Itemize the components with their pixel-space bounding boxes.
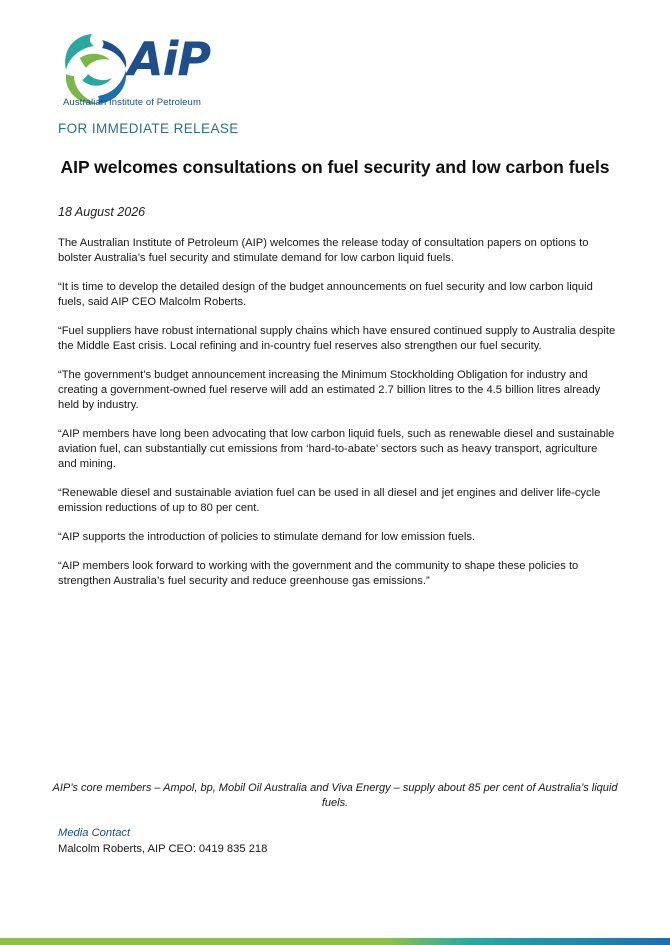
- media-contact-label: Media Contact: [58, 827, 131, 839]
- media-contact-details: Malcolm Roberts, AIP CEO: 0419 835 218: [58, 843, 268, 855]
- release-label: FOR IMMEDIATE RELEASE: [58, 121, 239, 136]
- paragraph: “AIP members have long been advocating that low carbon liquid fuels, such as renewable diesel and sustainable aviation fuel, can substantially cut emissions from ‘hard-to-abate’ sectors such as heavy transport, agriculture and mining.: [58, 428, 615, 470]
- paragraph: The Australian Institute of Petroleum (AIP) welcomes the release today of consultation papers on options to bolster Australia’s fuel security and stimulate demand for low carbon liquid fuels.: [58, 237, 589, 264]
- page-title: AIP welcomes consultations on fuel security and low carbon fuels: [60, 157, 610, 177]
- paragraph: “AIP members look forward to working with the government and the community to shape these policies to strengthen Australia’s fuel security and reduce greenhouse gas emissions.”: [58, 560, 579, 587]
- paragraph: “Fuel suppliers have robust international supply chains which have ensured continued supply to Australia despite the Middle East crisis. Local refining and in-country fuel reserves also strengthen our fuel security.: [58, 325, 616, 352]
- article-body: [58, 236, 618, 603]
- core-members-note: AIP’s core members – Ampol, bp, Mobil Oil Australia and Viva Energy – supply about 85 per cent of Australia’s liquid fuels.: [52, 782, 618, 809]
- paragraph: “The government’s budget announcement increasing the Minimum Stockholding Obligation for industry and creating a government-owned fuel reserve will add an estimated 2.7 billion litres to the 4.5 billion litres already held by industry.: [58, 369, 601, 411]
- footer-color-bar: [0, 938, 670, 945]
- paragraph: “Renewable diesel and sustainable aviation fuel can be used in all diesel and jet engines and deliver life-cycle emission reductions of up to 80 per cent.: [58, 487, 601, 514]
- paragraph: “AIP supports the introduction of policies to stimulate demand for low emission fuels.: [58, 531, 476, 543]
- release-date: 18 August 2026: [58, 205, 146, 219]
- logo-wordmark: AiP: [128, 32, 211, 86]
- organisation-name: Australian Institute of Petroleum: [63, 97, 201, 108]
- paragraph: “It is time to develop the detailed design of the budget announcements on fuel security and low carbon liquid fuels, said AIP CEO Malcolm Roberts.: [58, 281, 593, 308]
